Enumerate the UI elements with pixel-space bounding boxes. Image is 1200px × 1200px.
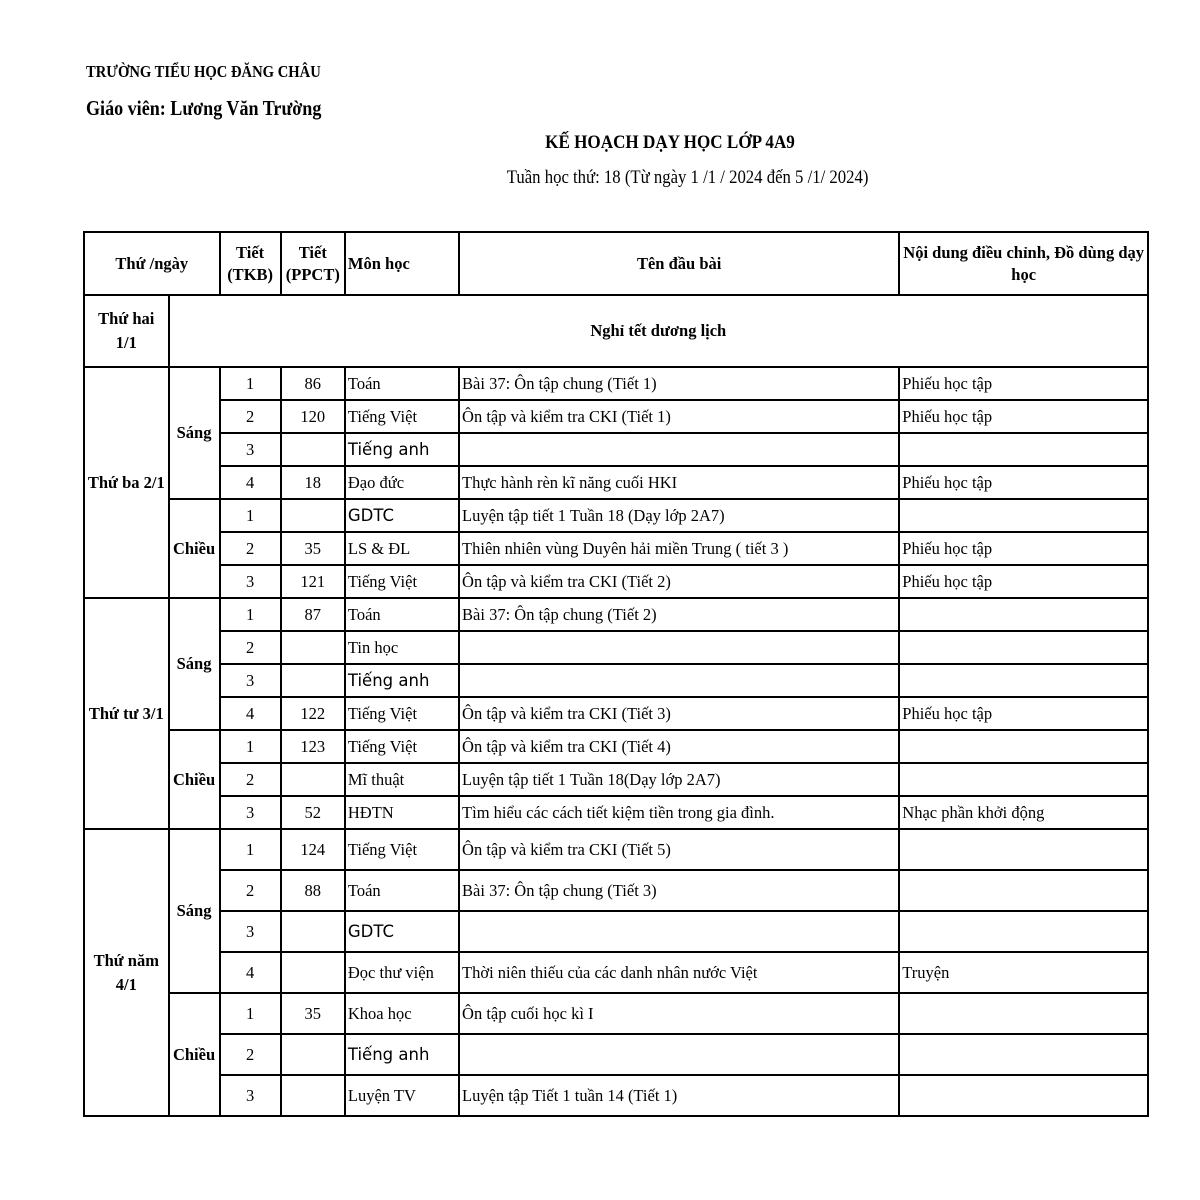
notes-cell: Nhạc phần khởi động: [899, 796, 1148, 829]
ppct-cell: 122: [281, 697, 345, 730]
ppct-cell: [281, 911, 345, 952]
teacher-name: Giáo viên: Lương Văn Trường: [86, 96, 322, 120]
ppct-cell: 121: [281, 565, 345, 598]
subject-cell: Toán: [345, 870, 459, 911]
tkb-cell: 3: [220, 796, 281, 829]
lesson-cell: Ôn tập và kiểm tra CKI (Tiết 3): [459, 697, 899, 730]
holiday-day-cell: Thứ hai 1/1: [84, 295, 169, 367]
col-header-day: Thứ /ngày: [84, 232, 220, 295]
day-cell: Thứ ba 2/1: [84, 367, 169, 598]
subject-cell: Tiếng Việt: [345, 697, 459, 730]
subject-cell: Khoa học: [345, 993, 459, 1034]
table-row: [84, 1075, 1148, 1116]
lesson-cell: Thiên nhiên vùng Duyên hải miền Trung ( tiết 3 ): [459, 532, 899, 565]
subject-cell: Tiếng Việt: [345, 829, 459, 870]
subject-cell: HĐTN: [345, 796, 459, 829]
lesson-cell: [459, 1034, 899, 1075]
tkb-cell: 2: [220, 763, 281, 796]
week-subtitle: Tuần học thứ: 18 (Từ ngày 1 /1 / 2024 đến 5 /1/ 2024): [506, 167, 869, 188]
ppct-cell: [281, 763, 345, 796]
table-row: [84, 911, 1148, 952]
notes-cell: [899, 499, 1148, 532]
col-header-subject: Môn học: [345, 232, 459, 295]
table-row: [84, 829, 1148, 870]
holiday-text: Nghỉ tết dương lịch: [169, 295, 1148, 367]
tkb-cell: 2: [220, 631, 281, 664]
lesson-cell: Ôn tập cuối học kì I: [459, 993, 899, 1034]
table-row: [84, 433, 1148, 466]
session-cell: Sáng: [169, 367, 220, 499]
tkb-cell: 4: [220, 952, 281, 993]
table-row: [84, 631, 1148, 664]
subject-cell: Mĩ thuật: [345, 763, 459, 796]
lesson-cell: Ôn tập và kiểm tra CKI (Tiết 4): [459, 730, 899, 763]
session-cell: Chiều: [169, 499, 220, 598]
table-row: [84, 499, 1148, 532]
ppct-cell: 18: [281, 466, 345, 499]
tkb-cell: 2: [220, 400, 281, 433]
subject-cell: Tiếng Việt: [345, 565, 459, 598]
document-title: KẾ HOẠCH DẠY HỌC LỚP 4A9: [545, 132, 795, 153]
lesson-cell: Thời niên thiếu của các danh nhân nước Việt: [459, 952, 899, 993]
lesson-cell: [459, 664, 899, 697]
subject-cell: GDTC: [345, 911, 459, 952]
table-row: [84, 664, 1148, 697]
tkb-cell: 3: [220, 433, 281, 466]
table-row: [84, 565, 1148, 598]
lesson-cell: Ôn tập và kiểm tra CKI (Tiết 2): [459, 565, 899, 598]
table-row: [84, 466, 1148, 499]
subject-cell: Toán: [345, 367, 459, 400]
tkb-cell: 1: [220, 367, 281, 400]
table-row: [84, 993, 1148, 1034]
ppct-cell: [281, 631, 345, 664]
table-row: [84, 730, 1148, 763]
tkb-cell: 1: [220, 829, 281, 870]
tkb-cell: 2: [220, 532, 281, 565]
table-row: [84, 796, 1148, 829]
ppct-cell: [281, 952, 345, 993]
lesson-cell: Luyện tập tiết 1 Tuần 18(Dạy lớp 2A7): [459, 763, 899, 796]
lesson-cell: Ôn tập và kiểm tra CKI (Tiết 5): [459, 829, 899, 870]
ppct-cell: 88: [281, 870, 345, 911]
session-cell: Sáng: [169, 829, 220, 993]
lesson-cell: [459, 911, 899, 952]
ppct-cell: [281, 1075, 345, 1116]
subject-cell: Tiếng anh: [345, 433, 459, 466]
lesson-cell: Bài 37: Ôn tập chung (Tiết 1): [459, 367, 899, 400]
ppct-cell: [281, 664, 345, 697]
lesson-cell: [459, 433, 899, 466]
subject-cell: GDTC: [345, 499, 459, 532]
ppct-cell: 123: [281, 730, 345, 763]
lesson-cell: Bài 37: Ôn tập chung (Tiết 2): [459, 598, 899, 631]
col-header-ppct: Tiết (PPCT): [281, 232, 345, 295]
notes-cell: [899, 911, 1148, 952]
lesson-cell: Bài 37: Ôn tập chung (Tiết 3): [459, 870, 899, 911]
lesson-cell: Tìm hiểu các cách tiết kiệm tiền trong gia đình.: [459, 796, 899, 829]
tkb-cell: 3: [220, 1075, 281, 1116]
day-cell: Thứ tư 3/1: [84, 598, 169, 829]
subject-cell: Toán: [345, 598, 459, 631]
notes-cell: [899, 631, 1148, 664]
subject-cell: Luyện TV: [345, 1075, 459, 1116]
tkb-cell: 1: [220, 730, 281, 763]
ppct-cell: 52: [281, 796, 345, 829]
lesson-cell: Thực hành rèn kĩ năng cuối HKI: [459, 466, 899, 499]
notes-cell: Phiếu học tập: [899, 565, 1148, 598]
notes-cell: [899, 1075, 1148, 1116]
tkb-cell: 3: [220, 664, 281, 697]
notes-cell: Phiếu học tập: [899, 697, 1148, 730]
tkb-cell: 3: [220, 565, 281, 598]
ppct-cell: 86: [281, 367, 345, 400]
ppct-cell: 120: [281, 400, 345, 433]
school-name: TRƯỜNG TIỂU HỌC ĐĂNG CHÂU: [86, 62, 321, 81]
tkb-cell: 1: [220, 993, 281, 1034]
notes-cell: [899, 829, 1148, 870]
table-header-row: [84, 232, 1148, 295]
holiday-row: [84, 295, 1148, 367]
lesson-cell: Luyện tập tiết 1 Tuần 18 (Dạy lớp 2A7): [459, 499, 899, 532]
notes-cell: [899, 664, 1148, 697]
tkb-cell: 2: [220, 1034, 281, 1075]
session-cell: Sáng: [169, 598, 220, 730]
subject-cell: Tiếng Việt: [345, 400, 459, 433]
subject-cell: Tiếng anh: [345, 1034, 459, 1075]
session-cell: Chiều: [169, 993, 220, 1116]
session-cell: Chiều: [169, 730, 220, 829]
ppct-cell: [281, 1034, 345, 1075]
table-row: [84, 952, 1148, 993]
notes-cell: [899, 730, 1148, 763]
lesson-plan-table: [83, 231, 1149, 1117]
notes-cell: Phiếu học tập: [899, 466, 1148, 499]
subject-cell: Tiếng Việt: [345, 730, 459, 763]
table-row: [84, 697, 1148, 730]
notes-cell: [899, 433, 1148, 466]
col-header-tkb: Tiết (TKB): [220, 232, 281, 295]
col-header-lesson: Tên đầu bài: [459, 232, 899, 295]
table-row: [84, 400, 1148, 433]
lesson-cell: [459, 631, 899, 664]
day-cell: Thứ năm 4/1: [84, 829, 169, 1116]
ppct-cell: [281, 499, 345, 532]
notes-cell: [899, 1034, 1148, 1075]
subject-cell: Đọc thư viện: [345, 952, 459, 993]
notes-cell: Phiếu học tập: [899, 400, 1148, 433]
notes-cell: [899, 763, 1148, 796]
table-row: [84, 367, 1148, 400]
table-row: [84, 763, 1148, 796]
subject-cell: Đạo đức: [345, 466, 459, 499]
tkb-cell: 4: [220, 697, 281, 730]
ppct-cell: [281, 433, 345, 466]
tkb-cell: 3: [220, 911, 281, 952]
tkb-cell: 2: [220, 870, 281, 911]
notes-cell: [899, 598, 1148, 631]
table-row: [84, 870, 1148, 911]
notes-cell: [899, 870, 1148, 911]
tkb-cell: 4: [220, 466, 281, 499]
col-header-notes: Nội dung điều chỉnh, Đồ dùng dạy học: [899, 232, 1148, 295]
notes-cell: [899, 993, 1148, 1034]
table-row: [84, 598, 1148, 631]
table-row: [84, 532, 1148, 565]
notes-cell: Phiếu học tập: [899, 367, 1148, 400]
ppct-cell: 124: [281, 829, 345, 870]
ppct-cell: 87: [281, 598, 345, 631]
subject-cell: Tin học: [345, 631, 459, 664]
subject-cell: Tiếng anh: [345, 664, 459, 697]
ppct-cell: 35: [281, 993, 345, 1034]
lesson-cell: Luyện tập Tiết 1 tuần 14 (Tiết 1): [459, 1075, 899, 1116]
notes-cell: Truyện: [899, 952, 1148, 993]
notes-cell: Phiếu học tập: [899, 532, 1148, 565]
tkb-cell: 1: [220, 499, 281, 532]
lesson-cell: Ôn tập và kiểm tra CKI (Tiết 1): [459, 400, 899, 433]
tkb-cell: 1: [220, 598, 281, 631]
table-row: [84, 1034, 1148, 1075]
ppct-cell: 35: [281, 532, 345, 565]
subject-cell: LS & ĐL: [345, 532, 459, 565]
